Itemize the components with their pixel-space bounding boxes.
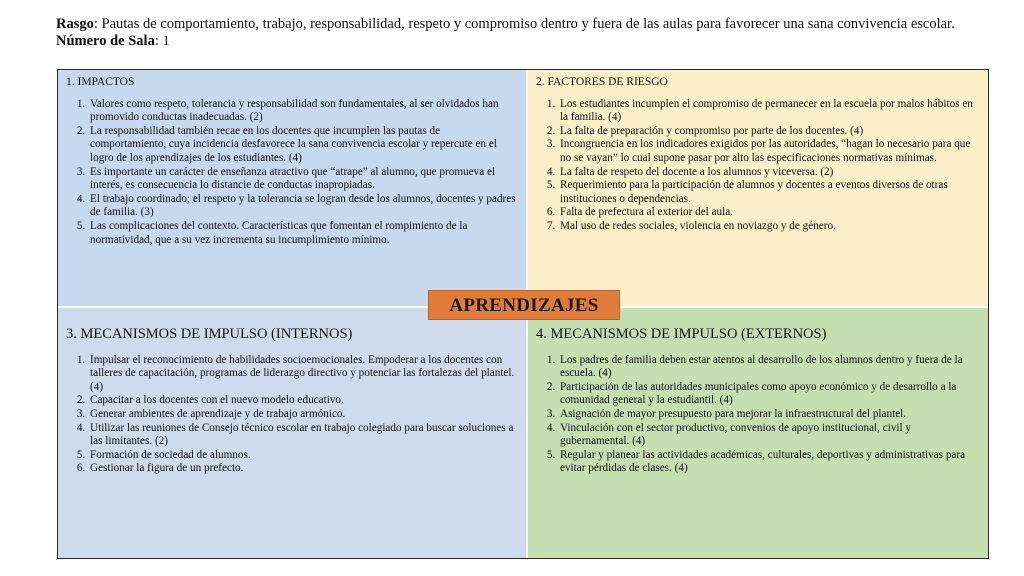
internos-list — [66, 354, 518, 476]
internos-title: 3. MECANISMOS DE IMPULSO (INTERNOS) — [66, 326, 353, 342]
impactos-title: 1. IMPACTOS — [66, 76, 135, 88]
quadrant-impactos — [58, 70, 528, 308]
internos-item: 1. Impulsar el reconocimiento de habilidades socioemocionales. Empoderar a los docentes con talleres de capacitación, programas de liderazgo directivo y potenciar las fortalezas del plantel. (4) — [88, 354, 518, 395]
rasgo-text: : Pautas de comportamiento, trabajo, responsabilidad, respeto y compromiso dentro y fuera de las aulas para favorecer una sana convivencia escolar. — [93, 16, 955, 32]
factores-item: 2. La falta de preparación y compromiso por parte de los docentes. (4) — [558, 125, 980, 139]
impactos-item: 3. Es importante un carácter de enseñanza atractivo que “atrape” al alumno, que promueva el interés, es consecuencia lo distancie de conductas inapropiadas. — [88, 166, 518, 193]
factores-title: 2. FACTORES DE RIESGO — [536, 76, 668, 88]
impactos-item: 4. El trabajo coordinado; el respeto y la tolerancia se logran desde los alumnos, docentes y padres de familia. (3) — [88, 193, 518, 220]
sala-line — [56, 33, 1006, 49]
externos-item: 5. Regular y planear las actividades académicas, culturales, deportivas y administrativas para evitar pérdidas de clases. (4) — [558, 449, 980, 476]
factores-item: 4. La falta de respeto del docente a los alumnos y viceversa. (2) — [558, 166, 980, 180]
externos-list — [536, 354, 980, 476]
quadrant-factores — [528, 70, 988, 308]
quadrant-internos — [58, 308, 528, 558]
rasgo-label: Rasgo — [56, 16, 94, 32]
externos-item: 2. Participación de las autoridades municipales como apoyo económico y de desarrollo a la comunidad general y la estudiantil. (4) — [558, 381, 980, 408]
factores-item: 1. Los estudiantes incumplen el compromiso de permanecer en la escuela por malos hábitos en la familia. (4) — [558, 98, 980, 125]
externos-item: 4. Vinculación con el sector productivo, convenios de apoyo institucional, civil y gubernamental. (4) — [558, 422, 980, 449]
internos-item: 5. Formación de sociedad de alumnos. — [88, 449, 518, 463]
slide-header — [56, 16, 1006, 49]
factores-item: 3. Incongruencia en los indicadores exigidos por las autoridades, “hagan lo necesario para que no se vayan” lo cual supone pasar por alto las especificaciones normativas mínimas. — [558, 138, 980, 165]
impactos-item: 5. Las complicaciones del contexto. Características que fomentan el rompimiento de la normatividad, que a su vez incrementa su incumplimiento mínimo. — [88, 220, 518, 247]
factores-item: 5. Requerimiento para la participación de alumnos y docentes a eventos diversos de otras instituciones o dependencias. — [558, 179, 980, 206]
sala-value: : 1 — [154, 33, 170, 49]
internos-item: 4. Utilizar las reuniones de Consejo técnico escolar en trabajo colegiado para buscar soluciones a las limitantes. (2) — [88, 422, 518, 449]
impactos-item: 2. La responsabilidad también recae en los docentes que incumplen las pautas de comportamiento, cuya incidencia desfavorece la sana convivencia escolar y repercute en el logro de los aprendizajes de los estudiantes. (4) — [88, 125, 518, 166]
factores-item: 7. Mal uso de redes sociales, violencia en noviazgo y de género. — [558, 220, 980, 234]
internos-item: 6. Gestionar la figura de un prefecto. — [88, 462, 518, 476]
rasgo-line — [56, 16, 1006, 32]
quadrant-externos — [528, 308, 988, 558]
internos-item: 3. Generar ambientes de aprendizaje y de trabajo armónico. — [88, 408, 518, 422]
internos-item: 2. Capacitar a los docentes con el nuevo modelo educativo. — [88, 394, 518, 408]
aprendizajes-badge: APRENDIZAJES — [428, 290, 620, 320]
factores-item: 6. Falta de prefectura al exterior del aula. — [558, 206, 980, 220]
externos-title: 4. MECANISMOS DE IMPULSO (EXTERNOS) — [536, 326, 827, 342]
externos-item: 3. Asignación de mayor presupuesto para mejorar la infraestructural del plantel. — [558, 408, 980, 422]
externos-item: 1. Los padres de familia deben estar atentos al desarrollo de los alumnos dentro y fuera de la escuela. (4) — [558, 354, 980, 381]
impactos-list — [66, 98, 518, 248]
factores-list — [536, 98, 980, 234]
sala-label: Número de Sala — [56, 33, 155, 49]
impactos-item: 1. Valores como respeto, tolerancia y responsabilidad son fundamentales, al ser olvidados han promovido conductas inadecuadas. (2) — [88, 98, 518, 125]
